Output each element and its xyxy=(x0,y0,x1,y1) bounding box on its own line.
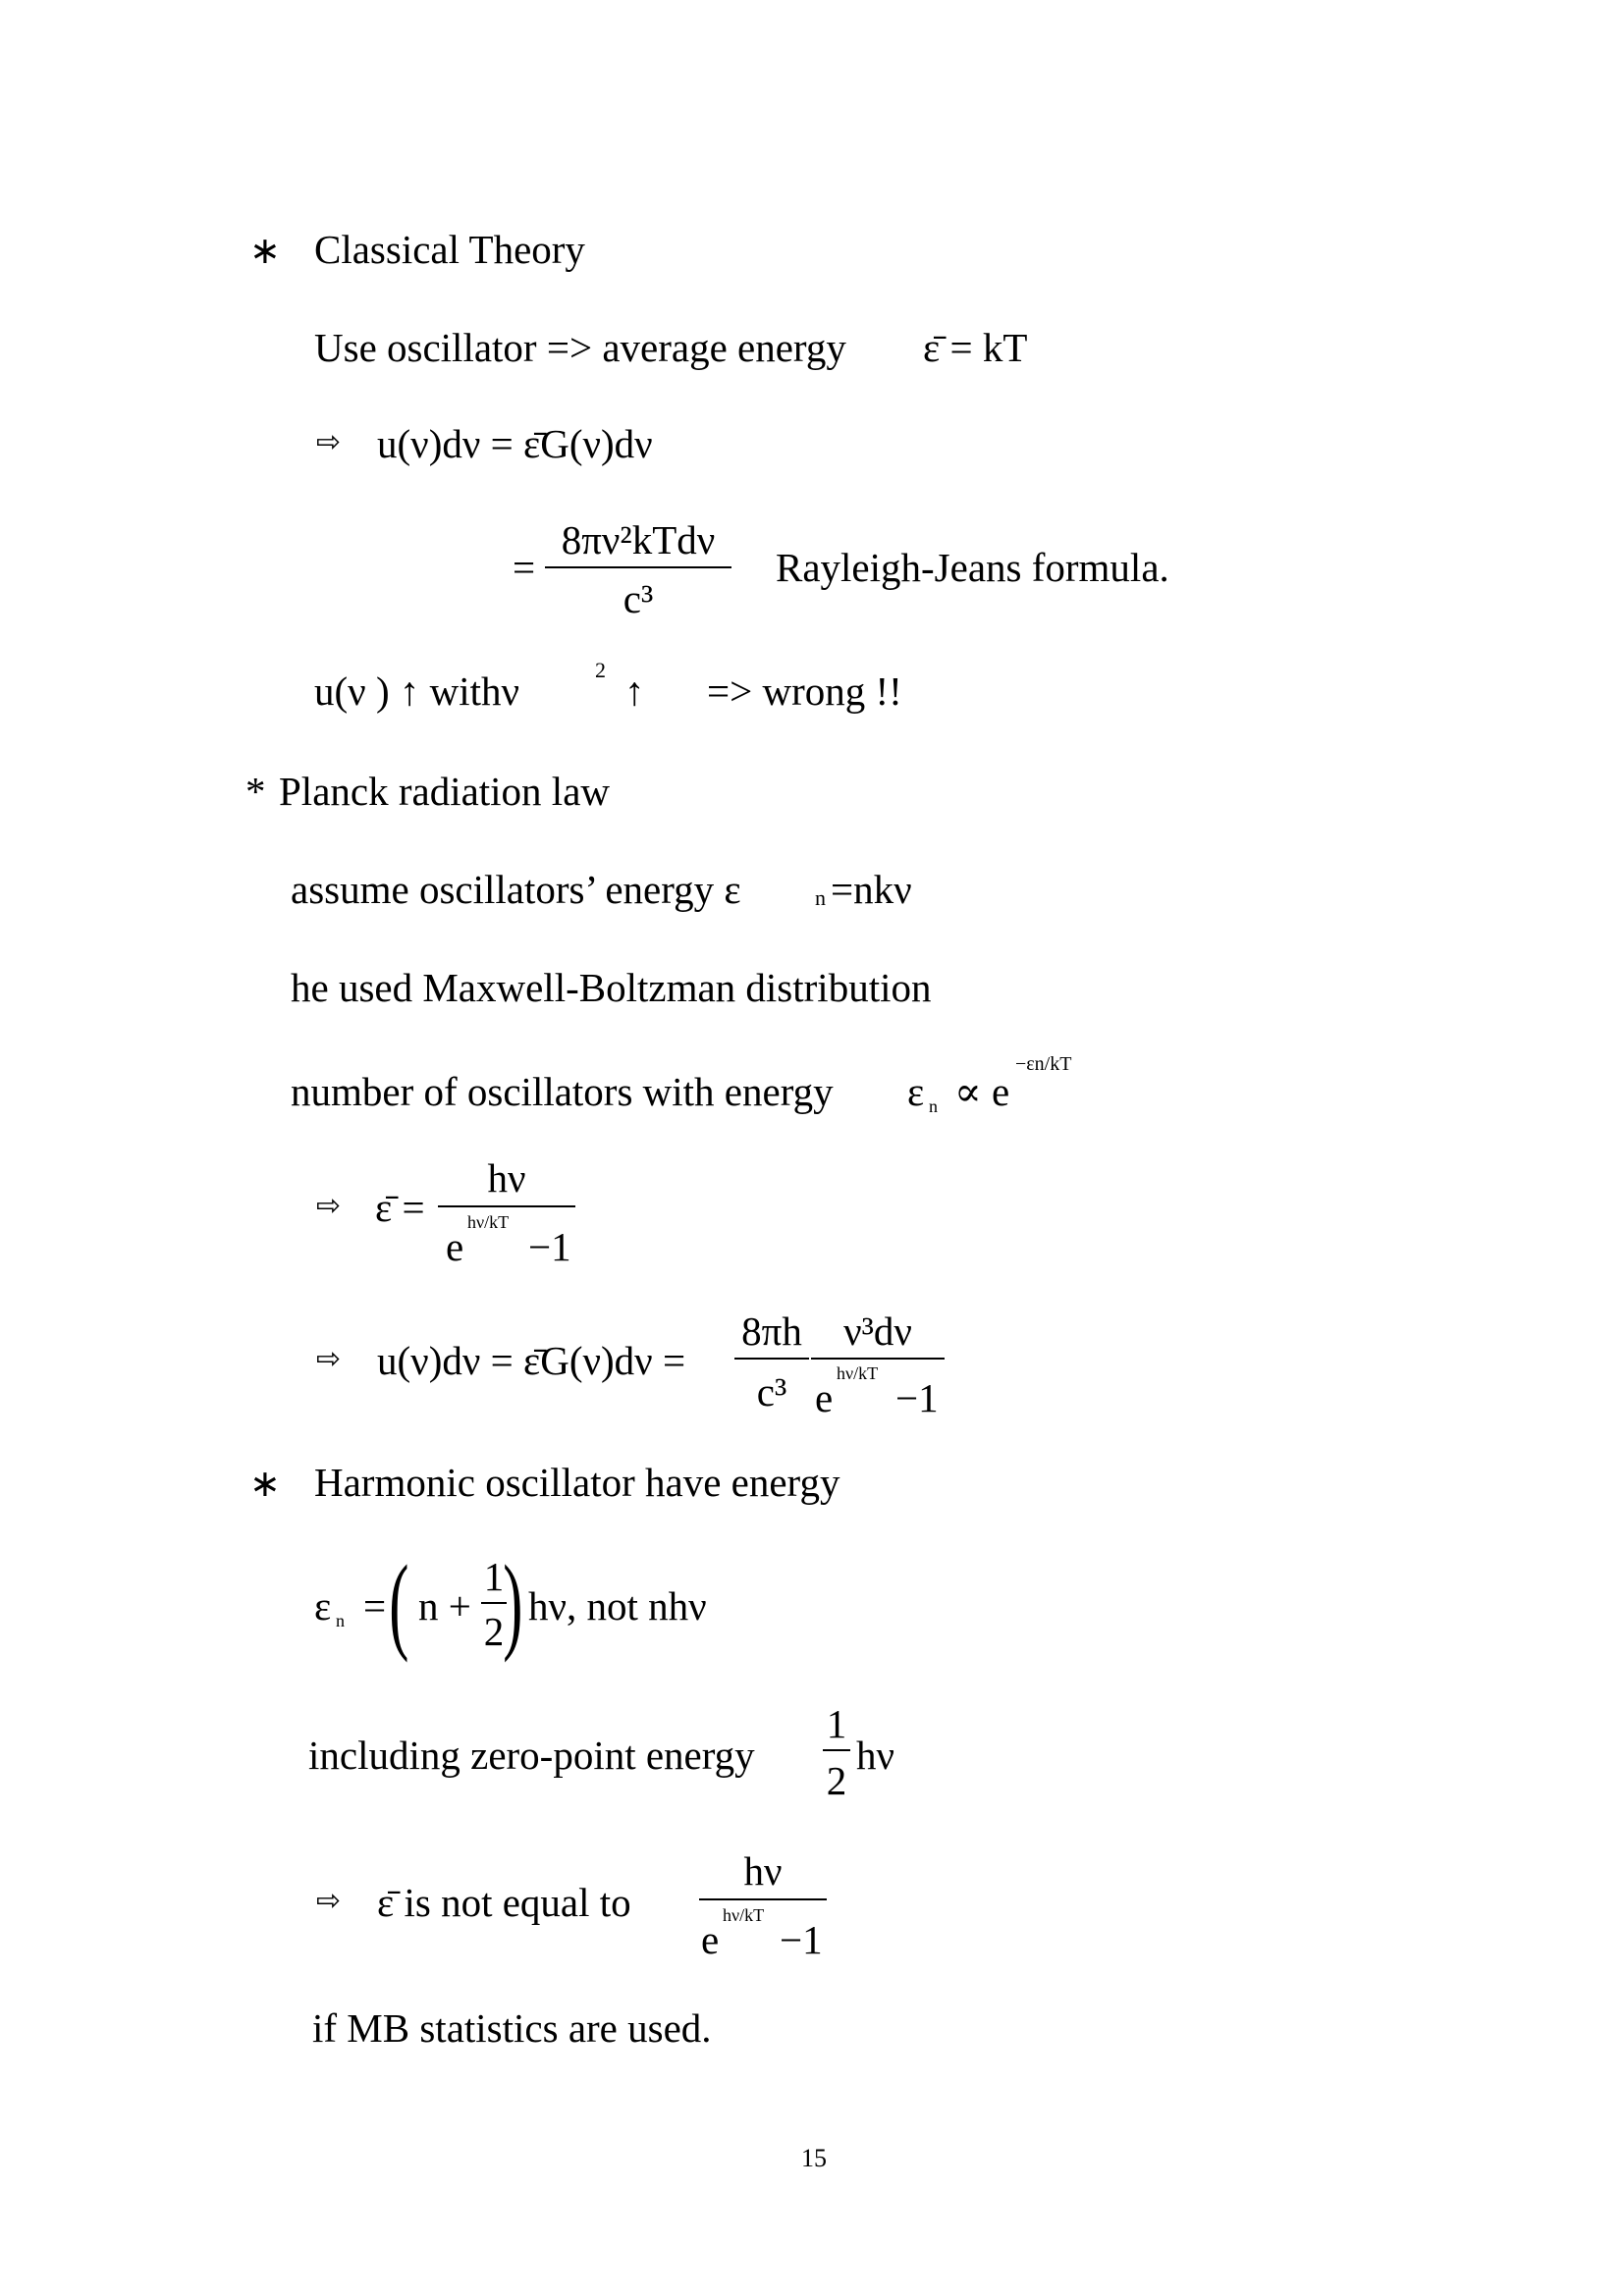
up-arrow-icon: ↑ xyxy=(624,668,645,714)
bullet-harmonic: ∗ xyxy=(249,1462,281,1505)
right-paren: ) xyxy=(503,1543,523,1663)
eq-rj-denominator: c³ xyxy=(623,576,654,621)
fraction-bar xyxy=(734,1358,809,1360)
eq-avg-numerator: hν xyxy=(487,1155,526,1201)
eq-avg-den-e: e xyxy=(446,1224,464,1269)
bullet-planck: * xyxy=(245,769,266,814)
text-mb-statistics: if MB statistics are used. xyxy=(312,2005,712,2051)
eq-avg-den-minus-one: −1 xyxy=(528,1224,571,1269)
eq-avg-lhs: ε̄ = xyxy=(375,1185,425,1230)
eq-harmonic-n: n + xyxy=(418,1583,471,1629)
implies-arrow-icon: ⇨ xyxy=(316,1342,342,1376)
fraction-bar xyxy=(811,1358,945,1360)
text-not-equal-to: ε̄ is not equal to xyxy=(377,1880,631,1925)
neq-den-e: e xyxy=(701,1917,720,1962)
zp-denominator: 2 xyxy=(826,1758,847,1803)
fraction-bar xyxy=(438,1205,575,1207)
neq-den-minus-one: −1 xyxy=(780,1917,823,1962)
superscript-two: 2 xyxy=(595,658,606,682)
text-number-of-oscillators: number of oscillators with energy xyxy=(291,1069,834,1114)
eq-half-denominator: 2 xyxy=(483,1609,505,1654)
eq-planck-den1: c³ xyxy=(756,1369,787,1415)
eq-avg-den-exponent: hν/kT xyxy=(467,1212,510,1232)
eq-half-numerator: 1 xyxy=(483,1554,505,1599)
eq-epsilon-subscript: n xyxy=(929,1096,938,1116)
zp-hv: hν xyxy=(856,1733,895,1778)
label-rayleigh-jeans: Rayleigh-Jeans formula. xyxy=(776,545,1169,590)
eq-planck-num2: ν³dν xyxy=(843,1308,912,1354)
implies-arrow-icon: ⇨ xyxy=(316,1189,342,1223)
eq-proportional-e: ∝ e xyxy=(954,1069,1010,1114)
eq-harmonic-subscript: n xyxy=(336,1611,345,1630)
zp-numerator: 1 xyxy=(826,1701,847,1746)
subscript-n: n xyxy=(815,885,826,910)
text-wrong: => wrong !! xyxy=(707,668,902,714)
eq-planck-lhs: u(ν)dν = ε̄G(ν)dν = xyxy=(377,1338,686,1383)
eq-rj-equals: = xyxy=(513,545,536,590)
fraction-bar xyxy=(545,566,731,568)
text-zero-point-energy: including zero-point energy xyxy=(308,1733,755,1778)
eq-planck-den2-exponent: hν/kT xyxy=(837,1363,879,1383)
eq-rj-numerator: 8πν²kTdν xyxy=(561,517,716,562)
eq-planck-den2-minus-one: −1 xyxy=(895,1375,939,1420)
heading-classical-theory: Classical Theory xyxy=(314,227,585,272)
text-maxwell-boltzman: he used Maxwell-Boltzman distribution xyxy=(291,965,932,1010)
heading-harmonic-oscillator: Harmonic oscillator have energy xyxy=(314,1460,840,1505)
eq-harmonic-epsilon: ε xyxy=(314,1583,332,1629)
implies-arrow-icon: ⇨ xyxy=(316,1884,342,1918)
left-paren: ( xyxy=(389,1543,409,1663)
fraction-bar xyxy=(699,1898,827,1900)
text-assume-energy: assume oscillators’ energy ε xyxy=(291,867,741,912)
eq-planck-num1: 8πh xyxy=(741,1308,802,1354)
text-use-oscillator: Use oscillator => average energy xyxy=(314,325,846,370)
eq-epsilon: ε xyxy=(907,1069,925,1114)
fraction-bar xyxy=(823,1749,850,1751)
eq-energy-density: u(ν)dν = ε̄G(ν)dν xyxy=(377,421,653,466)
page-number: 15 xyxy=(801,2144,827,2172)
heading-planck-radiation-law: Planck radiation law xyxy=(279,769,611,814)
neq-den-exponent: hν/kT xyxy=(723,1905,765,1925)
text-u-increases: u(ν ) ↑ withν xyxy=(314,668,520,714)
eq-harmonic-rest: hν, not nhν xyxy=(528,1583,707,1629)
bullet-classical: ∗ xyxy=(249,229,281,272)
neq-numerator: hν xyxy=(743,1848,783,1894)
text-nkv: =nkν xyxy=(831,867,912,912)
eq-avg-energy-kt: ε̄ = kT xyxy=(923,325,1028,370)
eq-planck-den2-e: e xyxy=(815,1375,834,1420)
implies-arrow-icon: ⇨ xyxy=(316,425,342,459)
eq-exponent: −εn/kT xyxy=(1015,1053,1072,1075)
eq-harmonic-equals: = xyxy=(363,1583,387,1629)
